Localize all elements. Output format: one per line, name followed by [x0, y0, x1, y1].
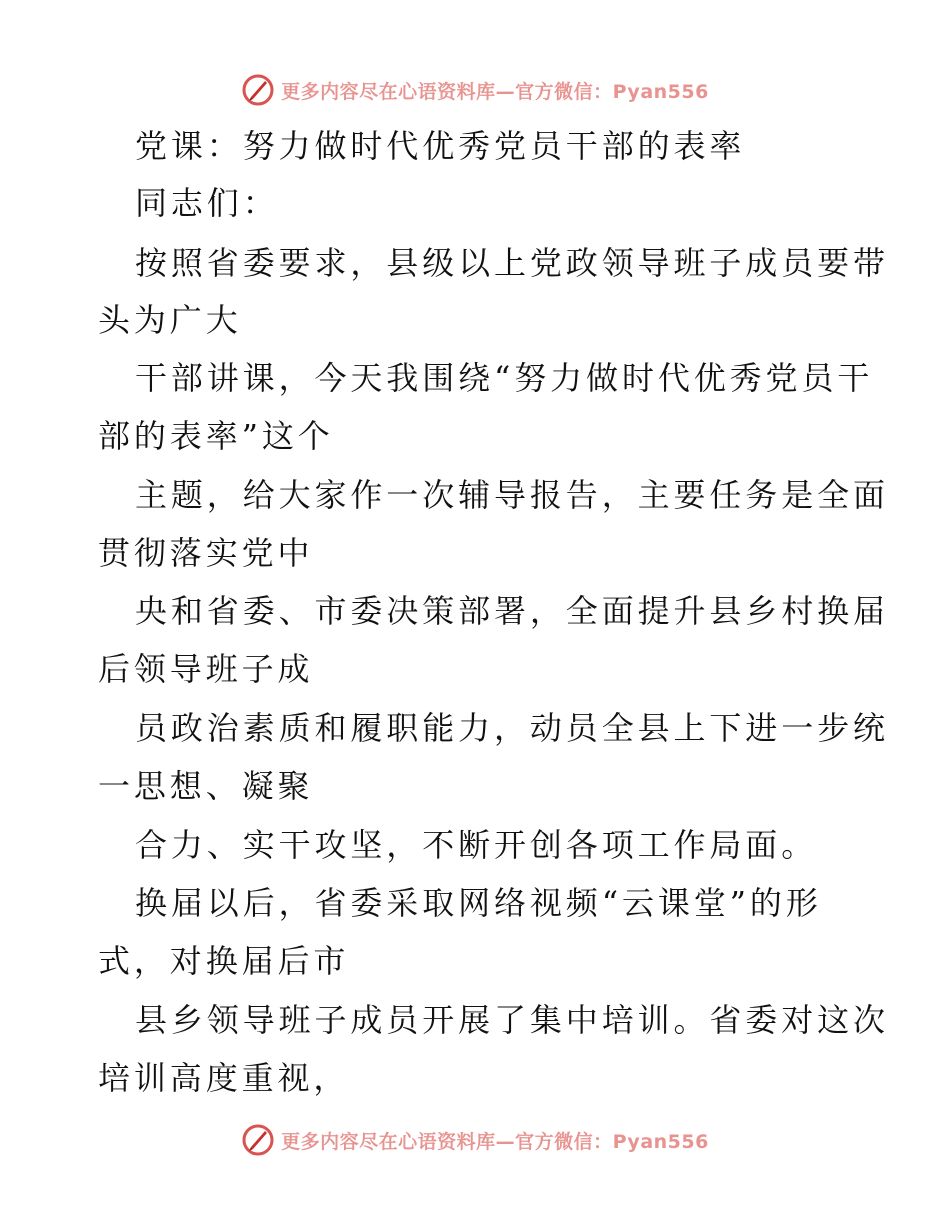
paragraph-line: 培训高度重视， [98, 1059, 350, 1097]
paragraph-line: 换届以后，省委采取网络视频“云课堂”的形 [135, 884, 822, 922]
paragraph-line: 式，对换届后市 [98, 942, 350, 980]
paragraph-line: 按照省委要求，县级以上党政领导班子成员要带 [135, 244, 889, 282]
paragraph-line: 员政治素质和履职能力，动员全县上下进一步统 [135, 709, 889, 747]
paragraph-line: 部的表率”这个 [98, 417, 334, 455]
footer-watermark-banner [0, 1120, 950, 1160]
salutation: 同志们： [135, 184, 279, 222]
paragraph-line: 头为广大 [98, 301, 242, 339]
paragraph-line: 一思想、凝聚 [98, 767, 314, 805]
paragraph-line: 贯彻落实党中 [98, 534, 314, 572]
paragraph-line: 主题，给大家作一次辅导报告，主要任务是全面 [135, 476, 889, 514]
quill-pen-logo-icon [241, 73, 275, 107]
quill-pen-logo-icon [241, 1123, 275, 1157]
footer-banner-text: 更多内容尽在心语资料库—官方微信：Pyan556 [281, 1130, 709, 1153]
header-banner-text: 更多内容尽在心语资料库—官方微信：Pyan556 [281, 80, 709, 103]
header-watermark-banner [0, 70, 950, 110]
paragraph-line: 县乡领导班子成员开展了集中培训。省委对这次 [135, 1001, 889, 1039]
paragraph-line: 央和省委、市委决策部署，全面提升县乡村换届 [135, 592, 889, 630]
paragraph-line: 合力、实干攻坚，不断开创各项工作局面。 [135, 826, 818, 864]
paragraph-line: 干部讲课，今天我围绕“努力做时代优秀党员干 [135, 359, 874, 397]
document-title: 党课：努力做时代优秀党员干部的表率 [135, 127, 746, 165]
paragraph-line: 后领导班子成 [98, 650, 314, 688]
